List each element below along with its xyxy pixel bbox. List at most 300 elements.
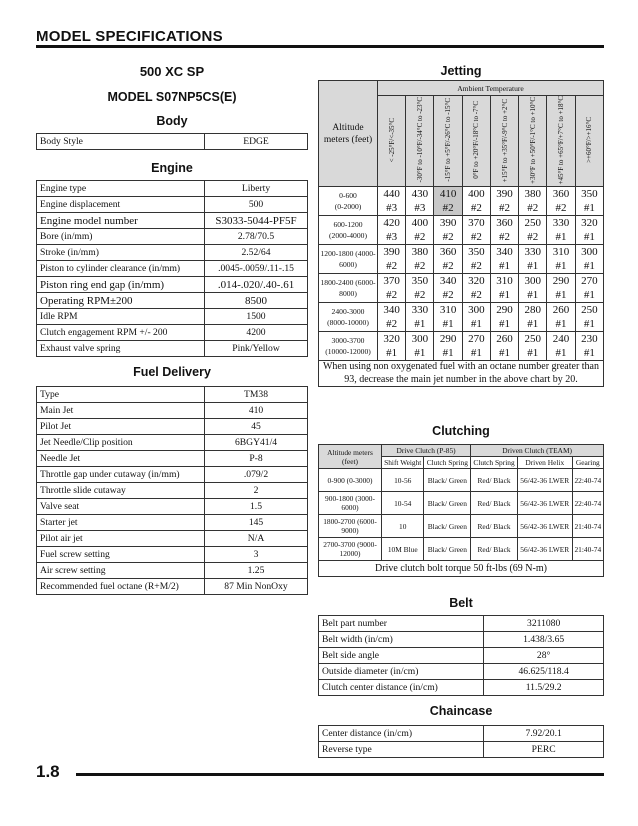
altitude-feet: (2000-4000) xyxy=(329,231,367,241)
clip-position-value: #1 xyxy=(499,318,511,331)
clip-position-value: #3 xyxy=(386,202,398,215)
spec-label: Jet Needle/Clip position xyxy=(37,435,205,451)
spec-label: Idle RPM xyxy=(37,309,205,325)
spec-label: Stroke (in/mm) xyxy=(37,245,205,261)
spec-label: Recommended fuel octane (R+M/2) xyxy=(37,579,205,595)
altitude-meters: 3000-3700 xyxy=(331,336,365,346)
clutch-column-header: Driven Helix xyxy=(517,457,572,469)
jetting-altitude-header: Altitude meters (feet) xyxy=(319,81,378,187)
main-jet-value: 420 xyxy=(383,217,400,230)
chaincase-table xyxy=(318,725,604,758)
fuel-row xyxy=(37,435,308,451)
engine-row xyxy=(37,229,308,245)
spec-label: Pilot Jet xyxy=(37,419,205,435)
spec-value: Pink/Yellow xyxy=(205,341,308,357)
jetting-cell xyxy=(547,303,575,332)
fuel-table xyxy=(36,386,308,595)
clip-position-value: #1 xyxy=(442,347,454,360)
main-jet-value: 290 xyxy=(552,275,570,288)
spec-label: Engine type xyxy=(37,181,205,197)
spec-value: 2.78/70.5 xyxy=(205,229,308,245)
main-jet-value: 320 xyxy=(383,333,400,346)
temperature-label: >+60°F/>+16°C xyxy=(585,117,594,164)
jetting-cell xyxy=(490,187,518,216)
fuel-row xyxy=(37,579,308,595)
altitude-feet: (8000-10000) xyxy=(327,318,369,328)
engine-table xyxy=(36,180,308,357)
jetting-altitude xyxy=(319,245,378,274)
belt-row xyxy=(319,664,604,680)
main-jet-value: 360 xyxy=(552,188,570,201)
jetting-note: When using non oxygenated fuel with an octane number greater than 93, decrease the main jet number in the above chart by 20. xyxy=(319,361,604,387)
engine-row xyxy=(37,213,308,229)
clip-position-value: #1 xyxy=(414,347,426,360)
belt-row xyxy=(319,616,604,632)
clutch-altitude: 2700-3700 (9000- 12000) xyxy=(319,538,382,561)
driven-clutch-header: Driven Clutch (TEAM) xyxy=(471,445,604,457)
spec-label: Body Style xyxy=(37,134,205,150)
clip-position-value: #1 xyxy=(555,260,567,273)
clip-position-value: #2 xyxy=(442,231,454,244)
jetting-cell xyxy=(519,274,547,303)
clutch-torque-row xyxy=(319,561,604,577)
temperature-label: < -25°F/<-35°C xyxy=(387,118,396,163)
spec-label: Needle Jet xyxy=(37,451,205,467)
spec-label: Clutch center distance (in/cm) xyxy=(319,680,484,696)
clip-position-value: #3 xyxy=(414,202,426,215)
clutch-value: 22:40-74 xyxy=(572,492,603,515)
altitude-meters: 600-1200 xyxy=(333,220,363,230)
spec-label: Air screw setting xyxy=(37,563,205,579)
jetting-cell xyxy=(462,332,490,361)
spec-value: 500 xyxy=(205,197,308,213)
jetting-cell xyxy=(462,245,490,274)
jetting-altitude xyxy=(319,216,378,245)
clutch-row xyxy=(319,515,604,538)
spec-label: Reverse type xyxy=(319,742,484,758)
main-jet-value: 350 xyxy=(581,188,598,201)
clutch-row xyxy=(319,492,604,515)
temperature-column-header xyxy=(378,96,406,187)
temperature-column-header xyxy=(406,96,434,187)
spec-value: 6BGY41/4 xyxy=(205,435,308,451)
spec-value: 46.625/118.4 xyxy=(484,664,604,680)
main-jet-value: 360 xyxy=(439,246,457,259)
spec-label: Operating RPM±200 xyxy=(37,293,205,309)
clutch-value: Red/ Black xyxy=(471,538,518,561)
clip-position-value: #1 xyxy=(527,318,539,331)
spec-label: Exhaust valve spring xyxy=(37,341,205,357)
main-jet-value: 290 xyxy=(496,304,513,317)
jetting-cell xyxy=(378,303,406,332)
altitude-feet: 6000) xyxy=(339,260,357,270)
jetting-cell xyxy=(378,245,406,274)
spec-label: Engine displacement xyxy=(37,197,205,213)
jetting-cell xyxy=(378,216,406,245)
main-jet-value: 270 xyxy=(468,333,485,346)
clutch-value: 10 xyxy=(382,515,424,538)
main-jet-value: 390 xyxy=(496,188,513,201)
spec-value: TM38 xyxy=(205,387,308,403)
temperature-column-header xyxy=(519,96,547,187)
clip-position-value: #2 xyxy=(414,231,426,244)
main-jet-value: 330 xyxy=(552,217,570,230)
fuel-row xyxy=(37,499,308,515)
spec-label: Belt part number xyxy=(319,616,484,632)
jetting-cell xyxy=(547,332,575,361)
clutch-value: Black/ Green xyxy=(424,538,471,561)
spec-value: 8500 xyxy=(205,293,308,309)
spec-label: Throttle slide cutaway xyxy=(37,483,205,499)
main-jet-value: 250 xyxy=(524,333,542,346)
clip-position-value: #2 xyxy=(470,260,482,273)
clutch-row xyxy=(319,469,604,492)
chaincase-heading: Chaincase xyxy=(429,704,493,718)
page-number: 1.8 xyxy=(36,762,60,781)
clip-position-value: #1 xyxy=(555,289,567,302)
clip-position-value: #2 xyxy=(386,289,398,302)
main-jet-value: 400 xyxy=(411,217,429,230)
jetting-table xyxy=(318,80,604,387)
clip-position-value: #1 xyxy=(583,347,595,360)
temperature-label: +45°F to +65°F/+7°C to +18°C xyxy=(557,96,566,185)
spec-label: Type xyxy=(37,387,205,403)
clutch-torque-note: Drive clutch bolt torque 50 ft-lbs (69 N-m) xyxy=(319,561,604,577)
clutch-column-header: Clutch Spring xyxy=(471,457,518,469)
clip-position-value: #2 xyxy=(386,318,398,331)
clip-position-value: #1 xyxy=(555,318,567,331)
main-jet-value: 340 xyxy=(496,246,513,259)
spec-label: Throttle gap under cutaway (in/mm) xyxy=(37,467,205,483)
clip-position-value: #2 xyxy=(442,260,454,273)
altitude-meters: 2400-3000 xyxy=(331,307,365,317)
clutching-table xyxy=(318,444,604,577)
header-rule xyxy=(36,45,604,48)
clip-position-value: #1 xyxy=(583,260,595,273)
fuel-row xyxy=(37,419,308,435)
engine-row xyxy=(37,245,308,261)
engine-row xyxy=(37,197,308,213)
clip-position-value: #1 xyxy=(499,289,511,302)
temperature-column-header xyxy=(575,96,603,187)
jetting-cell xyxy=(490,245,518,274)
spec-value: .0045-.0059/.11-.15 xyxy=(205,261,308,277)
fuel-row xyxy=(37,403,308,419)
engine-row xyxy=(37,341,308,357)
altitude-feet: (10000-12000) xyxy=(325,347,371,357)
clutch-altitude-header: Altitude meters (feet) xyxy=(319,445,382,469)
spec-value: 28° xyxy=(484,648,604,664)
jetting-note-row xyxy=(319,361,604,387)
spec-value: PERC xyxy=(484,742,604,758)
jetting-cell xyxy=(434,245,462,274)
spec-value: 2.52/64 xyxy=(205,245,308,261)
main-jet-value: 300 xyxy=(411,333,429,346)
fuel-row xyxy=(37,515,308,531)
clutch-value: 10-54 xyxy=(382,492,424,515)
altitude-meters: 0-600 xyxy=(339,191,357,201)
spec-value: S3033-5044-PF5F xyxy=(205,213,308,229)
jetting-row xyxy=(319,245,604,274)
spec-value: 3 xyxy=(205,547,308,563)
jetting-cell xyxy=(462,274,490,303)
main-jet-value: 310 xyxy=(496,275,513,288)
jetting-cell xyxy=(434,216,462,245)
jetting-cell xyxy=(547,274,575,303)
jetting-cell xyxy=(575,274,603,303)
clip-position-value: #2 xyxy=(414,260,426,273)
spec-label: Center distance (in/cm) xyxy=(319,726,484,742)
clutching-heading: Clutching xyxy=(432,424,490,438)
clip-position-value: #1 xyxy=(583,202,595,215)
clip-position-value: #1 xyxy=(470,347,482,360)
clip-position-value: #3 xyxy=(386,231,398,244)
main-jet-value: 310 xyxy=(552,246,570,259)
clutch-altitude: 900-1800 (3000-6000) xyxy=(319,492,382,515)
engine-row xyxy=(37,181,308,197)
engine-row xyxy=(37,309,308,325)
spec-label: Starter jet xyxy=(37,515,205,531)
spec-value: 1.25 xyxy=(205,563,308,579)
main-jet-value: 250 xyxy=(581,304,598,317)
clip-position-value: #2 xyxy=(414,289,426,302)
clutch-value: 10M Blue xyxy=(382,538,424,561)
body-row xyxy=(37,134,308,150)
clip-position-value: #1 xyxy=(499,347,511,360)
spec-value: 1.5 xyxy=(205,499,308,515)
temperature-column-header xyxy=(547,96,575,187)
altitude-meters: 1200-1800 (4000- xyxy=(320,249,376,259)
clip-position-value: #2 xyxy=(386,260,398,273)
chaincase-row xyxy=(319,726,604,742)
body-heading: Body xyxy=(156,114,188,128)
clutch-column-header: Gearing xyxy=(572,457,603,469)
clip-position-value: #2 xyxy=(470,202,482,215)
clip-position-value: #1 xyxy=(527,260,539,273)
clip-position-value: #1 xyxy=(555,231,567,244)
belt-row xyxy=(319,648,604,664)
main-jet-value: 230 xyxy=(581,333,598,346)
jetting-cell xyxy=(462,187,490,216)
jetting-cell xyxy=(406,303,434,332)
jetting-cell xyxy=(406,216,434,245)
jetting-cell xyxy=(490,274,518,303)
jetting-row xyxy=(319,303,604,332)
clip-position-value: #1 xyxy=(414,318,426,331)
main-jet-value: 270 xyxy=(581,275,598,288)
model-title: 500 XC SP xyxy=(139,64,205,79)
clip-position-value: #1 xyxy=(442,318,454,331)
main-jet-value: 370 xyxy=(383,275,400,288)
main-jet-value: 360 xyxy=(496,217,513,230)
belt-heading: Belt xyxy=(449,596,473,610)
jetting-cell xyxy=(575,245,603,274)
jetting-cell xyxy=(462,303,490,332)
model-number: MODEL S07NP5CS(E) xyxy=(107,90,237,104)
clutch-value: 21:40-74 xyxy=(572,515,603,538)
jetting-ambient-header: Ambient Temperature xyxy=(378,81,604,96)
main-jet-value: 390 xyxy=(439,217,457,230)
clip-position-value: #1 xyxy=(527,289,539,302)
altitude-feet: 8000) xyxy=(339,289,357,299)
jetting-cell xyxy=(519,245,547,274)
clutch-altitude: 0-900 (0-3000) xyxy=(319,469,382,492)
spec-value: 87 Min NonOxy xyxy=(205,579,308,595)
spec-value: Liberty xyxy=(205,181,308,197)
clip-position-value: #1 xyxy=(583,318,595,331)
jetting-cell xyxy=(434,332,462,361)
jetting-heading: Jetting xyxy=(440,64,482,78)
spec-label: Piston ring end gap (in/mm) xyxy=(37,277,205,293)
clip-position-value: #2 xyxy=(470,289,482,302)
spec-value: 3211080 xyxy=(484,616,604,632)
main-jet-value: 320 xyxy=(468,275,485,288)
temperature-label: +30°F to +50°F/-1°C to +10°C xyxy=(528,96,537,184)
main-jet-value: 300 xyxy=(468,304,485,317)
main-jet-value: 310 xyxy=(439,304,457,317)
jetting-altitude xyxy=(319,303,378,332)
fuel-row xyxy=(37,547,308,563)
fuel-row xyxy=(37,467,308,483)
temperature-label: -15°F to +5°F/-26°C to -15°C xyxy=(444,98,453,183)
jetting-cell xyxy=(575,303,603,332)
clutch-value: Red/ Black xyxy=(471,515,518,538)
main-jet-value: 410 xyxy=(439,188,457,201)
fuel-row xyxy=(37,451,308,467)
clutch-value: Red/ Black xyxy=(471,492,518,515)
main-jet-value: 260 xyxy=(496,333,513,346)
spec-label: Fuel screw setting xyxy=(37,547,205,563)
engine-row xyxy=(37,293,308,309)
engine-heading: Engine xyxy=(151,161,193,175)
jetting-cell xyxy=(490,332,518,361)
jetting-cell xyxy=(575,332,603,361)
jetting-cell xyxy=(575,187,603,216)
spec-value: .014-.020/.40-.61 xyxy=(205,277,308,293)
temperature-label: +15°F to +35°F/-9°C to +2°C xyxy=(500,98,509,182)
jetting-cell xyxy=(519,216,547,245)
clip-position-value: #1 xyxy=(583,289,595,302)
clutch-value: 56/42-36 LWER xyxy=(517,469,572,492)
jetting-cell xyxy=(519,303,547,332)
jetting-cell xyxy=(547,245,575,274)
clip-position-value: #1 xyxy=(583,231,595,244)
jetting-cell xyxy=(490,303,518,332)
page-header: MODEL SPECIFICATIONS xyxy=(36,28,223,45)
clutch-value: Black/ Green xyxy=(424,515,471,538)
main-jet-value: 330 xyxy=(411,304,429,317)
spec-label: Valve seat xyxy=(37,499,205,515)
spec-label: Piston to cylinder clearance (in/mm) xyxy=(37,261,205,277)
spec-label: Main Jet xyxy=(37,403,205,419)
main-jet-value: 430 xyxy=(411,188,429,201)
clip-position-value: #2 xyxy=(470,231,482,244)
footer-rule xyxy=(76,773,604,776)
spec-value: 1500 xyxy=(205,309,308,325)
clutch-value: 21:40-74 xyxy=(572,538,603,561)
clutch-value: Black/ Green xyxy=(424,492,471,515)
main-jet-value: 320 xyxy=(581,217,598,230)
altitude-feet: (0-2000) xyxy=(334,202,362,212)
jetting-cell xyxy=(519,332,547,361)
jetting-cell xyxy=(434,274,462,303)
clip-position-value: #1 xyxy=(555,347,567,360)
clip-position-value: #2 xyxy=(442,289,454,302)
clip-position-value: #2 xyxy=(527,231,539,244)
spec-value: 11.5/29.2 xyxy=(484,680,604,696)
fuel-row xyxy=(37,531,308,547)
main-jet-value: 300 xyxy=(524,275,542,288)
main-jet-value: 340 xyxy=(383,304,400,317)
spec-label: Clutch engagement RPM +/- 200 xyxy=(37,325,205,341)
jetting-cell xyxy=(434,303,462,332)
jetting-cell xyxy=(378,274,406,303)
fuel-row xyxy=(37,387,308,403)
jetting-cell xyxy=(406,332,434,361)
spec-value: EDGE xyxy=(205,134,308,150)
altitude-meters: 1800-2400 (6000- xyxy=(320,278,376,288)
main-jet-value: 380 xyxy=(411,246,429,259)
clutch-value: Red/ Black xyxy=(471,469,518,492)
main-jet-value: 330 xyxy=(524,246,542,259)
main-jet-value: 340 xyxy=(439,275,457,288)
engine-row xyxy=(37,261,308,277)
spec-label: Belt width (in/cm) xyxy=(319,632,484,648)
belt-table xyxy=(318,615,604,696)
jetting-altitude xyxy=(319,187,378,216)
spec-value: 4200 xyxy=(205,325,308,341)
spec-value: 410 xyxy=(205,403,308,419)
clip-position-value: #1 xyxy=(470,318,482,331)
clutch-value: 10-56 xyxy=(382,469,424,492)
fuel-row xyxy=(37,483,308,499)
clip-position-value: #1 xyxy=(527,347,539,360)
temperature-label: 0°F to +20°F/-18°C to -7°C xyxy=(472,101,481,180)
clutch-value: 56/42-36 LWER xyxy=(517,515,572,538)
main-jet-value: 240 xyxy=(552,333,570,346)
temperature-label: -30°F to -10°F/-34°C to -23°C xyxy=(415,97,424,183)
jetting-cell xyxy=(575,216,603,245)
main-jet-value: 350 xyxy=(468,246,485,259)
jetting-cell xyxy=(406,187,434,216)
clip-position-value: #1 xyxy=(386,347,398,360)
clutch-altitude: 1800-2700 (6000- 9000) xyxy=(319,515,382,538)
fuel-row xyxy=(37,563,308,579)
spec-value: 145 xyxy=(205,515,308,531)
main-jet-value: 280 xyxy=(524,304,542,317)
body-table xyxy=(36,133,308,150)
drive-clutch-header: Drive Clutch (P-85) xyxy=(382,445,471,457)
clip-position-value: #1 xyxy=(499,260,511,273)
main-jet-value: 350 xyxy=(411,275,429,288)
jetting-row xyxy=(319,332,604,361)
engine-row xyxy=(37,277,308,293)
temperature-column-header xyxy=(490,96,518,187)
jetting-cell xyxy=(547,216,575,245)
spec-label: Belt side angle xyxy=(319,648,484,664)
spec-value: .079/2 xyxy=(205,467,308,483)
jetting-cell xyxy=(378,332,406,361)
belt-row xyxy=(319,680,604,696)
jetting-cell xyxy=(378,187,406,216)
chaincase-row xyxy=(319,742,604,758)
engine-row xyxy=(37,325,308,341)
jetting-row xyxy=(319,274,604,303)
jetting-cell xyxy=(406,245,434,274)
spec-value: 45 xyxy=(205,419,308,435)
spec-value: N/A xyxy=(205,531,308,547)
spec-label: Engine model number xyxy=(37,213,205,229)
